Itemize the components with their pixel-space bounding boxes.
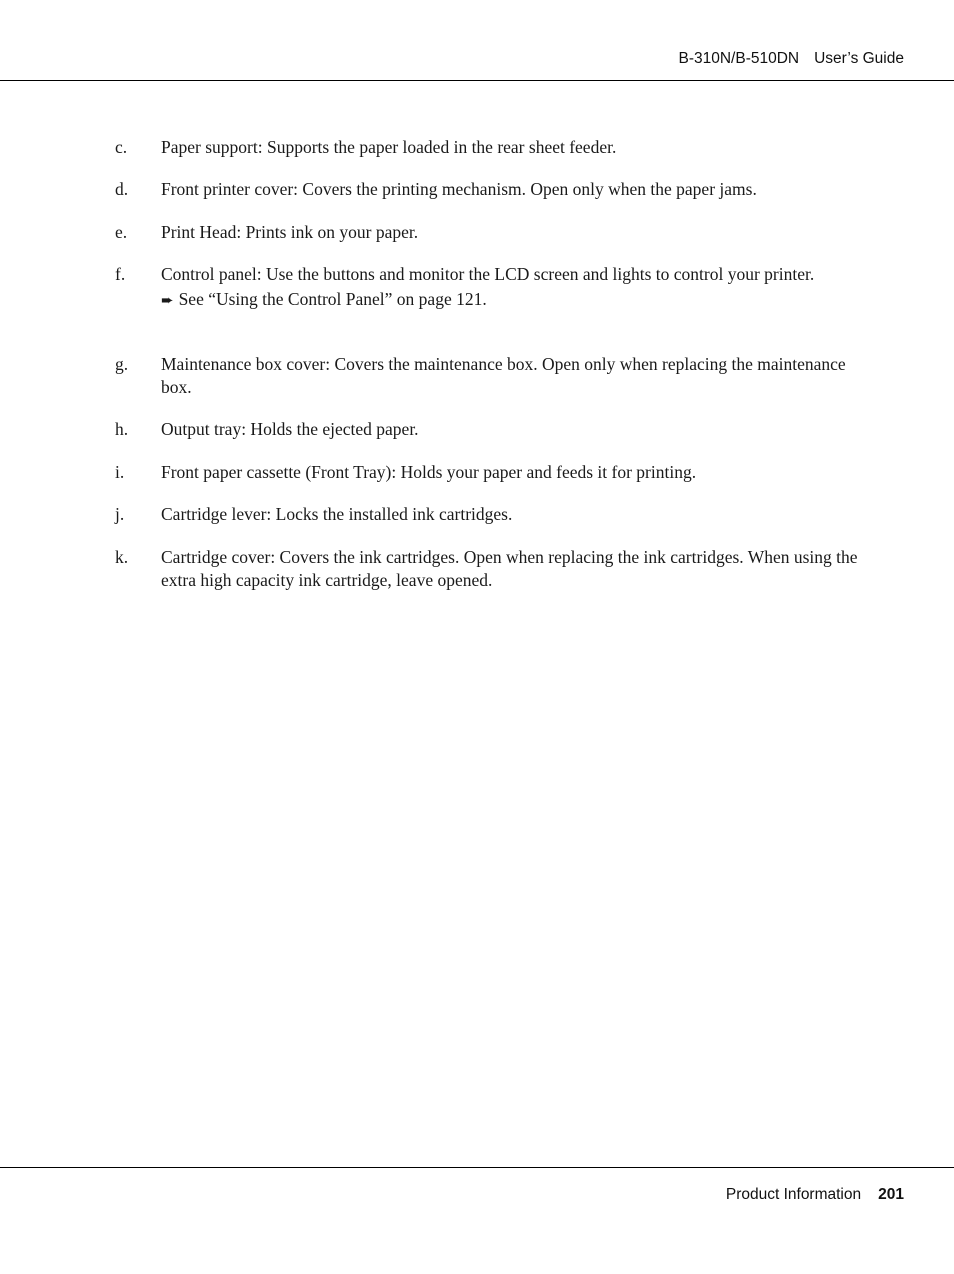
item-letter: d. (115, 179, 129, 199)
list-item-e (115, 221, 875, 244)
item-text: Control panel: Use the buttons and monitor the LCD screen and lights to control your printer. (161, 264, 815, 284)
item-text: Cartridge cover: Covers the ink cartridges. Open when replacing the ink cartridges. When using the extra high capacity ink cartridge, leave opened. (161, 547, 858, 590)
see-reference-text: See “Using the Control Panel” on page 121. (178, 289, 487, 309)
list-item-k (115, 546, 875, 592)
item-letter: f. (115, 264, 126, 284)
item-text: Cartridge lever: Locks the installed ink cartridges. (161, 504, 513, 524)
page-footer (726, 1186, 904, 1204)
header-guide-title: User’s Guide (814, 50, 904, 67)
arrow-right-icon: ➨ (161, 291, 174, 309)
item-text: Front paper cassette (Front Tray): Holds your paper and feeds it for printing. (161, 462, 697, 482)
item-text: Output tray: Holds the ejected paper. (161, 419, 419, 439)
list-item-g (115, 353, 875, 399)
item-letter: k. (115, 547, 129, 567)
page-number: 201 (878, 1186, 904, 1203)
item-letter: c. (115, 137, 128, 157)
list-item-j (115, 503, 875, 526)
list-item-c (115, 136, 875, 159)
list-item-d (115, 178, 875, 201)
list-item-i (115, 461, 875, 484)
footer-rule (0, 1167, 954, 1168)
item-letter: g. (115, 354, 129, 374)
header-rule (0, 80, 954, 81)
item-text: Front printer cover: Covers the printing mechanism. Open only when the paper jams. (161, 179, 757, 199)
page-header (679, 50, 905, 68)
footer-section-title: Product Information (725, 1186, 862, 1203)
item-letter: e. (115, 222, 128, 242)
item-text: Paper support: Supports the paper loaded in the rear sheet feeder. (161, 137, 617, 157)
item-letter: i. (115, 462, 125, 482)
see-reference-link[interactable] (161, 288, 861, 312)
header-model: B-310N/B-510DN (678, 50, 800, 67)
item-letter: j. (115, 504, 125, 524)
item-text: Maintenance box cover: Covers the maintenance box. Open only when replacing the maintenance box. (161, 354, 846, 397)
list-item-h (115, 418, 875, 441)
list-item-f (115, 263, 875, 312)
item-letter: h. (115, 419, 129, 439)
item-text: Print Head: Prints ink on your paper. (161, 222, 419, 242)
